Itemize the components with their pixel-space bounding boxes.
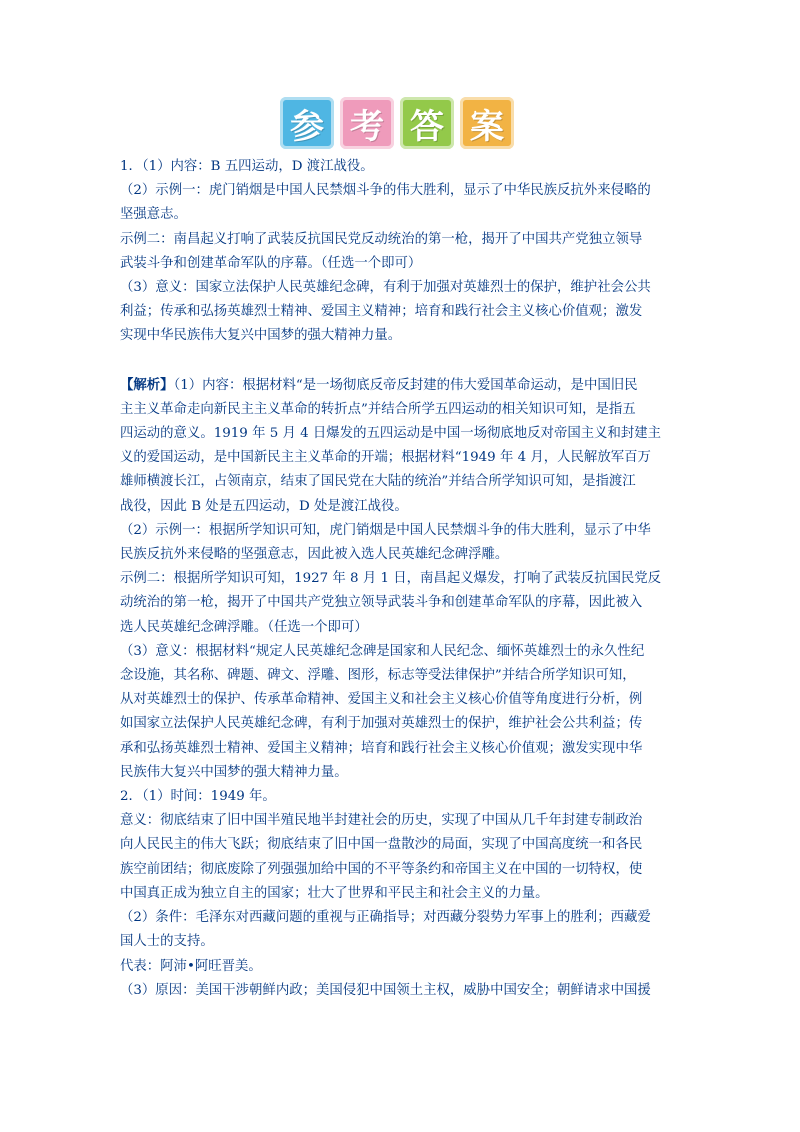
answer-line: 国人士的支持。: [120, 934, 214, 950]
answer-line: 中国真正成为独立自主的国家；壮大了世界和平民主和社会主义的力量。: [120, 885, 549, 901]
analysis-line: （1）内容：根据材料“是一场彻底反帝反封建的伟大爱国革命运动，是中国旧民: [173, 377, 638, 393]
analysis-heading-line: [120, 373, 684, 398]
analysis-line: 示例二：根据所学知识可知，1927 年 8 月 1 日，南昌起义爆发，打响了武装反抗国民党反: [120, 571, 662, 587]
answer-line: （3）意义：国家立法保护人民英雄纪念碑，有利于加强对英雄烈士的保护，维护社会公共: [120, 280, 651, 296]
analysis-line: 念设施，其名称、碑题、碑文、浮雕、图形，标志等受法律保护”并结合所学知识可知，: [120, 668, 636, 684]
analysis-line: 选人民英雄纪念碑浮雕。（任选一个即可）: [120, 619, 368, 635]
analysis-line: 义的爱国运动，是中国新民主主义革命的开端；根据材料“1949 年 4 月，人民解放军百万: [120, 450, 651, 466]
analysis-line: 民族反抗外来侵略的坚强意志，因此被入选人民英雄纪念碑浮雕。: [120, 547, 509, 563]
logo-tile: 答: [400, 97, 454, 149]
analysis-line: （3）意义：根据材料“规定人民英雄纪念碑是国家和人民纪念、缅怀英雄烈士的永久性纪: [120, 643, 645, 659]
analysis-line: 雄师横渡长江，占领南京，结束了国民党在大陆的统治”并结合所学知识可知，是指渡江: [120, 474, 636, 490]
analysis-line: 主主义革命走向新民主主义革命的转折点”并结合所学五四运动的相关知识可知，是指五: [120, 401, 636, 417]
answer-content: [120, 155, 684, 1003]
answer-line: 利益；传承和弘扬英雄烈士精神、爱国主义精神；培育和践行社会主义核心价值观；激发: [120, 304, 643, 320]
analysis-label: 【解析】: [120, 376, 174, 393]
analysis-line: （2）示例一：根据所学知识可知，虎门销烟是中国人民禁烟斗争的伟大胜利，显示了中华: [120, 522, 651, 538]
paragraph-spacer: [120, 349, 684, 373]
answer-line: 实现中华民族伟大复兴中国梦的强大精神力量。: [120, 328, 402, 344]
logo-tile: 参: [280, 97, 334, 149]
analysis-line: 民族伟大复兴中国梦的强大精神力量。: [120, 764, 348, 780]
analysis-line: 四运动的意义。1919 年 5 月 4 日爆发的五四运动是中国一场彻底地反对帝国主义和封建主: [120, 426, 662, 442]
answer-line: 代表：阿沛•阿旺晋美。: [120, 958, 262, 974]
answer-line: 武装斗争和创建革命军队的序幕。（任选一个即可）: [120, 255, 422, 271]
answer-line: 族空前团结；彻底废除了列强强加给中国的不平等条约和帝国主义在中国的一切特权，使: [120, 861, 643, 877]
analysis-line: 如国家立法保护人民英雄纪念碑，有利于加强对英雄烈士的保护，维护社会公共利益；传: [120, 716, 643, 732]
answer-line: 意义：彻底结束了旧中国半殖民地半封建社会的历史，实现了中国从几千年封建专制政治: [120, 813, 643, 829]
answer-line: （2）示例一：虎门销烟是中国人民禁烟斗争的伟大胜利，显示了中华民族反抗外来侵略的: [120, 183, 651, 199]
analysis-line: 从对英雄烈士的保护、传承革命精神、爱国主义和社会主义核心价值等角度进行分析，例: [120, 692, 643, 708]
answer-line: （3）原因：美国干涉朝鲜内政；美国侵犯中国领土主权，威胁中国安全；朝鲜请求中国援: [120, 982, 651, 998]
answer-line: 向人民民主的伟大飞跃；彻底结束了旧中国一盘散沙的局面，实现了中国高度统一和各民: [120, 837, 643, 853]
analysis-line: 承和弘扬英雄烈士精神、爱国主义精神；培育和践行社会主义核心价值观；激发实现中华: [120, 740, 643, 756]
logo-tile: 考: [340, 97, 394, 149]
analysis-line: 战役，因此 B 处是五四运动，D 处是渡江战役。: [120, 498, 408, 514]
reference-answer-logo: [280, 97, 520, 149]
answer-line: （2）条件：毛泽东对西藏问题的重视与正确指导；对西藏分裂势力军事上的胜利；西藏爱: [120, 910, 651, 926]
logo-tile: 案: [460, 97, 514, 149]
analysis-line: 动统治的第一枪，揭开了中国共产党独立领导武装斗争和创建革命军队的序幕，因此被入: [120, 595, 643, 611]
answer-line: 1．（1）内容：B 五四运动，D 渡江战役。: [120, 159, 374, 174]
answer-line: 示例二：南昌起义打响了武装反抗国民党反动统治的第一枪，揭开了中国共产党独立领导: [120, 231, 643, 247]
answer-line: 2．（1）时间：1949 年。: [120, 789, 276, 805]
answer-line: 坚强意志。: [120, 207, 187, 223]
